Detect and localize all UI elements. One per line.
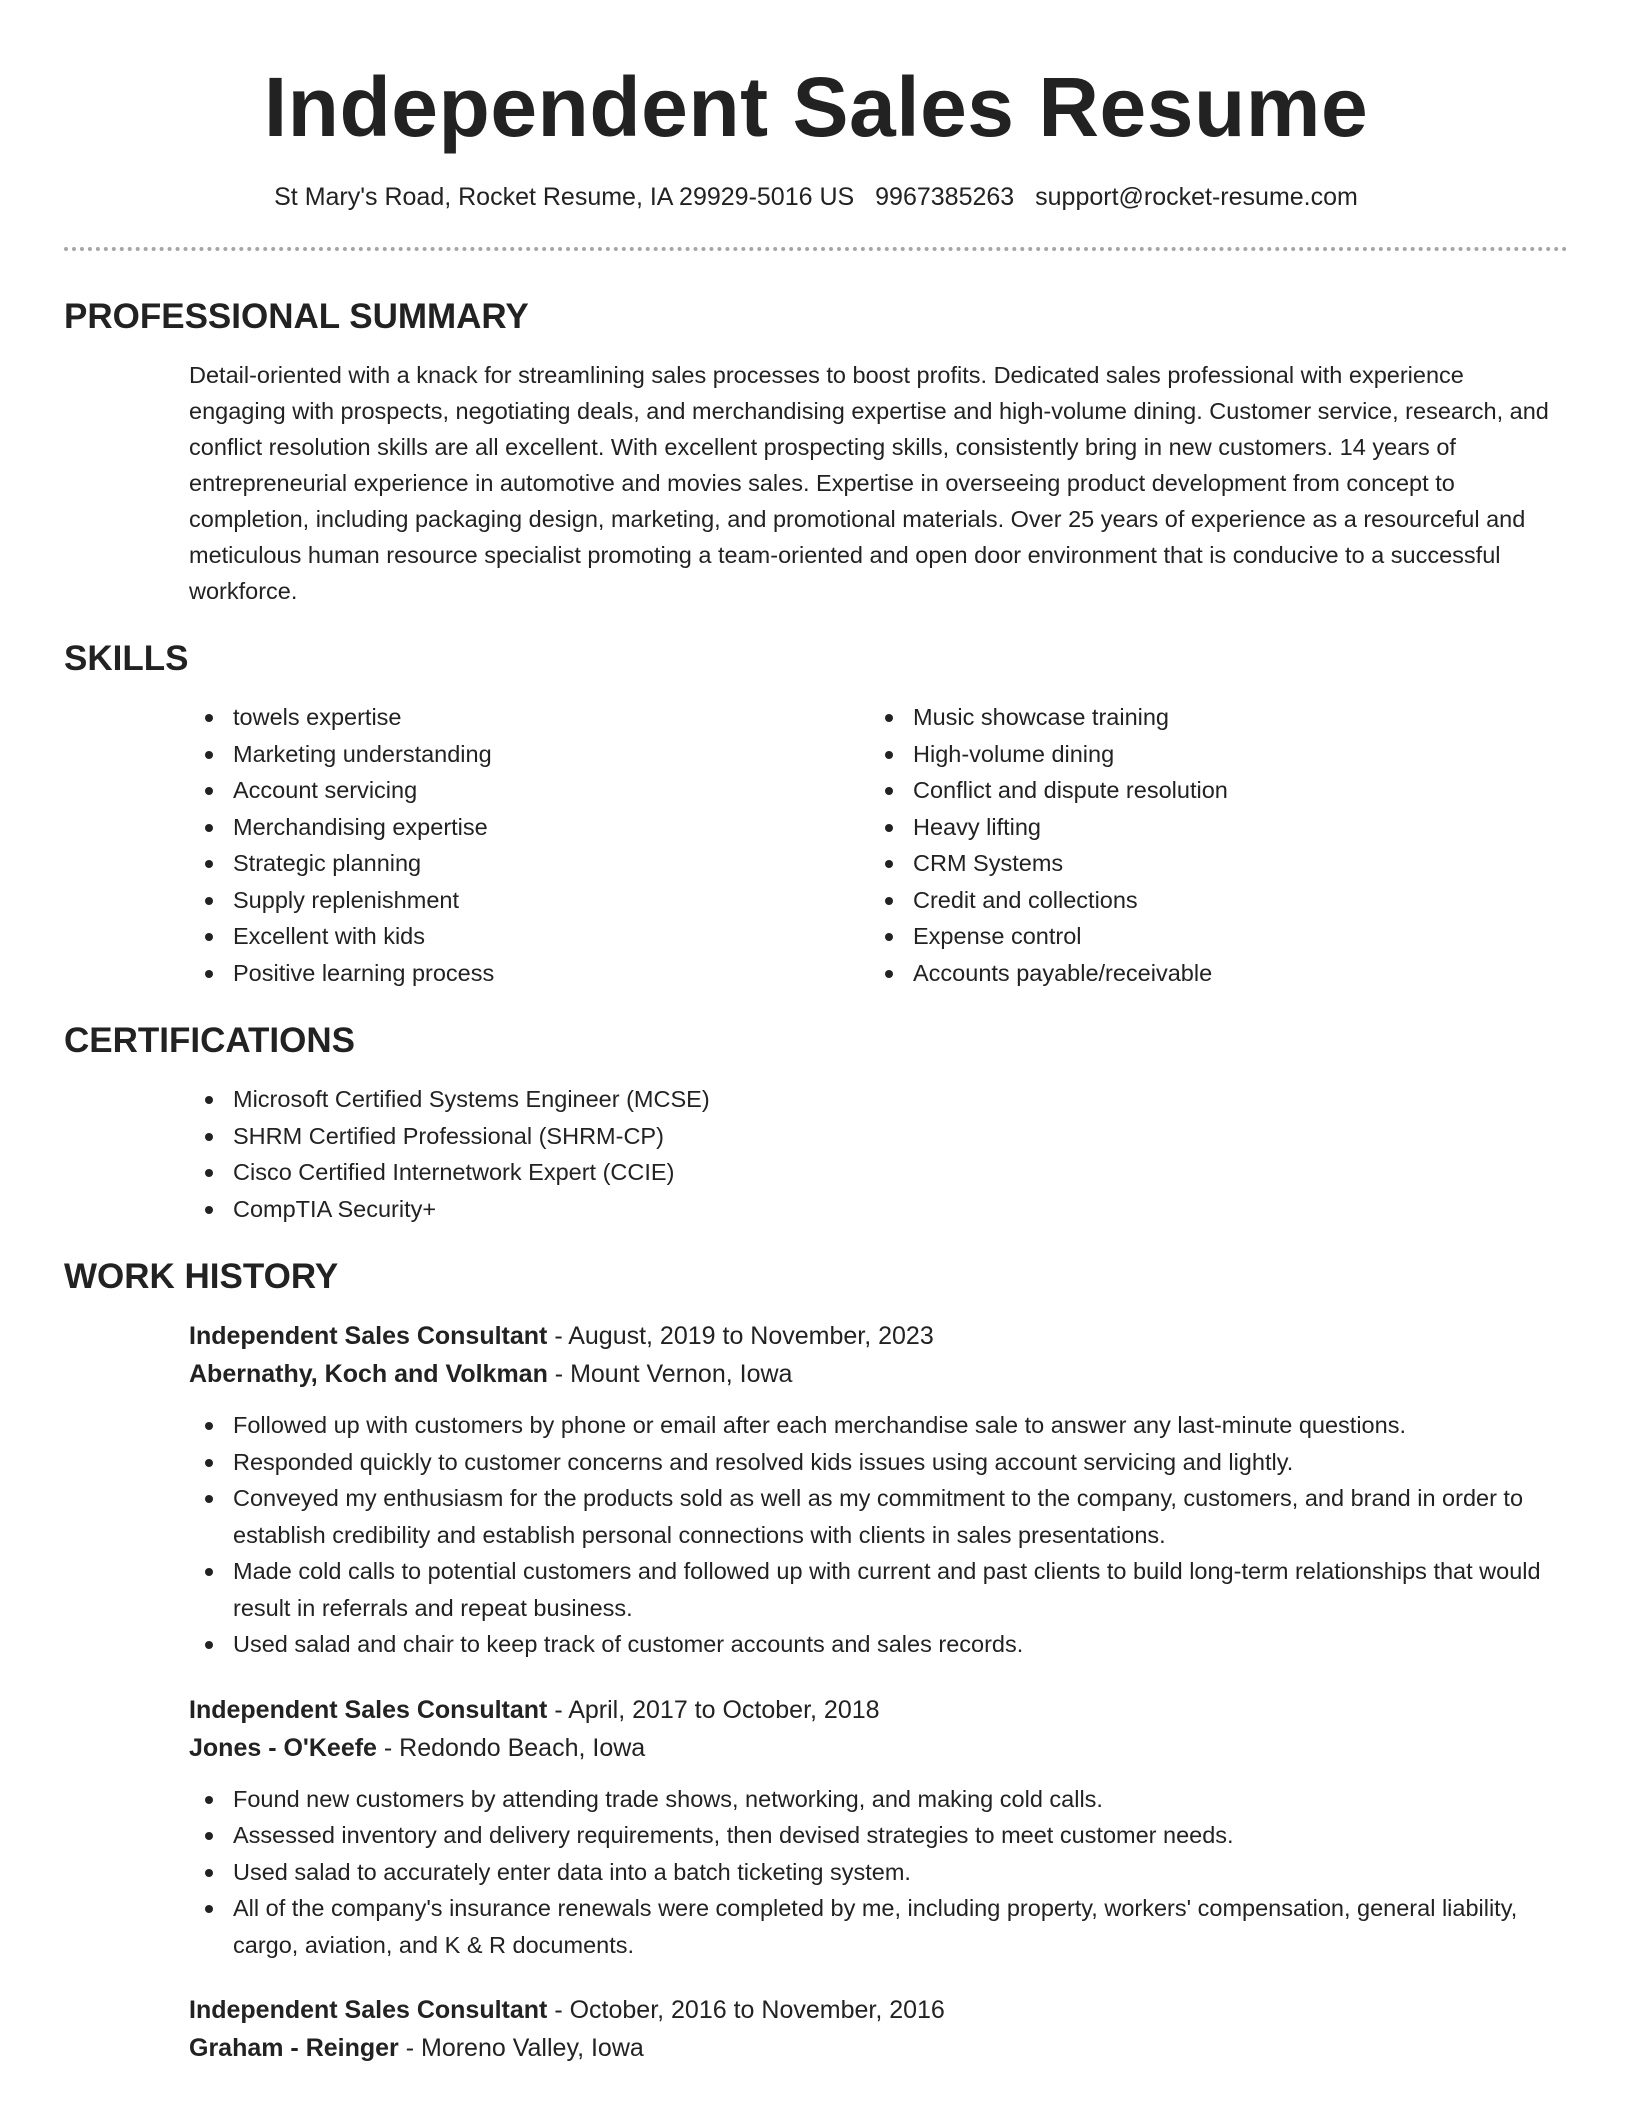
job-bullet: Made cold calls to potential customers and followed up with current and past clients to build long-term relationships that would result in referrals and repeat business.: [189, 1553, 1568, 1626]
job-company-line: [189, 2029, 1568, 2067]
job-bullet-list: [189, 1407, 1568, 1663]
job-location: - Moreno Valley, Iowa: [398, 2034, 644, 2062]
job-bullet: Responded quickly to customer concerns and resolved kids issues using account servicing and lightly.: [189, 1444, 1568, 1481]
skills-list-left: [189, 699, 869, 991]
skill-item: Positive learning process: [189, 955, 869, 992]
job-company-line: [189, 1355, 1568, 1393]
contact-line: [64, 180, 1568, 214]
resume-title: Independent Sales Resume: [263, 60, 1369, 154]
skill-item: High-volume dining: [869, 736, 1549, 773]
skills-columns: [189, 699, 1568, 991]
job-title-line: [189, 1317, 1568, 1355]
job-dates: - August, 2019 to November, 2023: [547, 1322, 934, 1350]
skill-item: Heavy lifting: [869, 809, 1549, 846]
certification-item: CompTIA Security+: [189, 1191, 1568, 1228]
section-title-skills: SKILLS: [64, 639, 189, 678]
skill-item: Music showcase training: [869, 699, 1549, 736]
job-entry: [189, 1991, 1568, 2067]
section-title-work-history: WORK HISTORY: [64, 1257, 339, 1296]
skill-item: Accounts payable/receivable: [869, 955, 1549, 992]
contact-email: support@rocket-resume.com: [1035, 183, 1358, 211]
certification-item: SHRM Certified Professional (SHRM-CP): [189, 1118, 1568, 1155]
job-bullet: Followed up with customers by phone or email after each merchandise sale to answer any last-minute questions.: [189, 1407, 1568, 1444]
skill-item: Excellent with kids: [189, 918, 869, 955]
skill-item: Account servicing: [189, 772, 869, 809]
job-entry: [189, 1691, 1568, 1964]
job-entry: [189, 1317, 1568, 1663]
contact-phone: 9967385263: [875, 183, 1015, 211]
skill-item: Marketing understanding: [189, 736, 869, 773]
skill-item: Credit and collections: [869, 882, 1549, 919]
job-bullet-list: [189, 1781, 1568, 1964]
job-bullet: Assessed inventory and delivery requirements, then devised strategies to meet customer needs.: [189, 1817, 1568, 1854]
job-title-line: [189, 1691, 1568, 1729]
section-title-summary: PROFESSIONAL SUMMARY: [64, 297, 529, 336]
job-bullet: Used salad to accurately enter data into a batch ticketing system.: [189, 1854, 1568, 1891]
skill-item: Conflict and dispute resolution: [869, 772, 1549, 809]
skill-item: Supply replenishment: [189, 882, 869, 919]
job-bullet: Found new customers by attending trade shows, networking, and making cold calls.: [189, 1781, 1568, 1818]
certification-item: Cisco Certified Internetwork Expert (CCIE): [189, 1154, 1568, 1191]
skill-item: Strategic planning: [189, 845, 869, 882]
job-bullet: Used salad and chair to keep track of customer accounts and sales records.: [189, 1626, 1568, 1663]
section-title-certifications: CERTIFICATIONS: [64, 1021, 356, 1060]
job-company: Jones - O'Keefe: [189, 1733, 377, 1762]
job-role: Independent Sales Consultant: [189, 1996, 548, 2024]
job-company-line: [189, 1729, 1568, 1767]
certification-item: Microsoft Certified Systems Engineer (MCSE): [189, 1081, 1568, 1118]
job-bullet: Conveyed my enthusiasm for the products sold as well as my commitment to the company, customers, and brand in order to establish credibility and establish personal connections with clients in sales presentations.: [189, 1480, 1568, 1553]
job-location: - Mount Vernon, Iowa: [547, 1360, 793, 1388]
job-bullet: All of the company's insurance renewals were completed by me, including property, workers' compensation, general liability, cargo, aviation, and K & R documents.: [189, 1890, 1568, 1963]
summary-text: Detail-oriented with a knack for streamlining sales processes to boost profits. Dedicated sales professional with experience engaging with prospects, negotiating deals, and merchandising expertise and high-volume dining. Customer service, research, and conflict resolution skills are all excellent. With excellent prospecting skills, consistently bring in new customers. 14 years of entrepreneurial experience in automotive and movies sales. Expertise in overseeing product development from concept to completion, including packaging design, marketing, and promotional materials. Over 25 years of experience as a resourceful and meticulous human resource specialist promoting a team-oriented and open door environment that is conducive to a successful workforce.: [189, 362, 1549, 604]
job-role: Independent Sales Consultant: [189, 1322, 548, 1350]
job-role: Independent Sales Consultant: [189, 1695, 548, 1724]
job-company: Abernathy, Koch and Volkman: [189, 1360, 548, 1388]
job-location: - Redondo Beach, Iowa: [376, 1733, 646, 1762]
job-dates: - April, 2017 to October, 2018: [547, 1695, 880, 1724]
certifications-list: [189, 1081, 1568, 1227]
job-dates: - October, 2016 to November, 2016: [547, 1996, 945, 2024]
job-title-line: [189, 1991, 1568, 2029]
skill-item: Merchandising expertise: [189, 809, 869, 846]
skill-item: towels expertise: [189, 699, 869, 736]
skill-item: Expense control: [869, 918, 1549, 955]
header-divider: [64, 247, 1568, 251]
skill-item: CRM Systems: [869, 845, 1549, 882]
job-company: Graham - Reinger: [189, 2034, 399, 2062]
skills-list-right: [869, 699, 1549, 991]
contact-address: St Mary's Road, Rocket Resume, IA 29929-5016 US: [274, 183, 855, 211]
